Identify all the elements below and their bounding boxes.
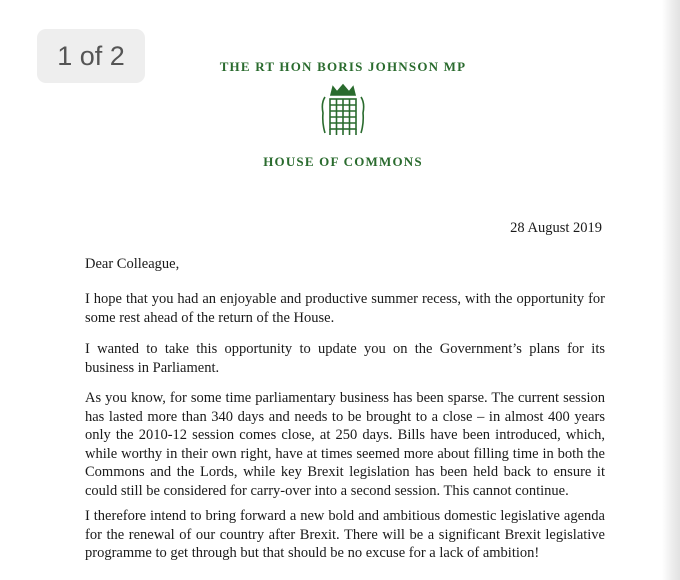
truncated-text-line [85, 574, 605, 580]
letter-paragraph: I wanted to take this opportunity to update you on the Government’s plans for its business in Parliament. [85, 341, 605, 376]
letter-date: 28 August 2019 [510, 220, 602, 236]
letterhead-name: THE RT HON BORIS JOHNSON MP [219, 59, 467, 74]
page-indicator-badge: 1 of 2 [37, 29, 145, 83]
letter-paragraph: I therefore intend to bring forward a new bold and ambitious domestic legislative agenda for the renewal of our country after Brexit. There will be a significant Brexit legislative programme to get through but that should be no excuse for a lack of ambition! [85, 508, 605, 561]
letter-paragraph: I hope that you had an enjoyable and productive summer recess, with the opportunity for some rest ahead of the return of the House. [85, 291, 605, 326]
page-edge-shadow [662, 0, 680, 580]
portcullis-icon [319, 83, 367, 139]
letter-salutation: Dear Colleague, [85, 256, 180, 272]
letter-paragraph: As you know, for some time parliamentary business has been sparse. The current session has lasted more than 340 days and needs to be brought to a close – in almost 400 years only the 2010-12 session comes close, at 250 days. Bills have been introduced, which, while worthy in their own right, have at times seemed more about filling time in both the Commons and the Lords, while key Brexit legislation has been held back to ensure it could still be considered for carry-over into a second session. This cannot continue. [85, 390, 605, 499]
letterhead-institution: HOUSE OF COMMONS [263, 154, 423, 169]
